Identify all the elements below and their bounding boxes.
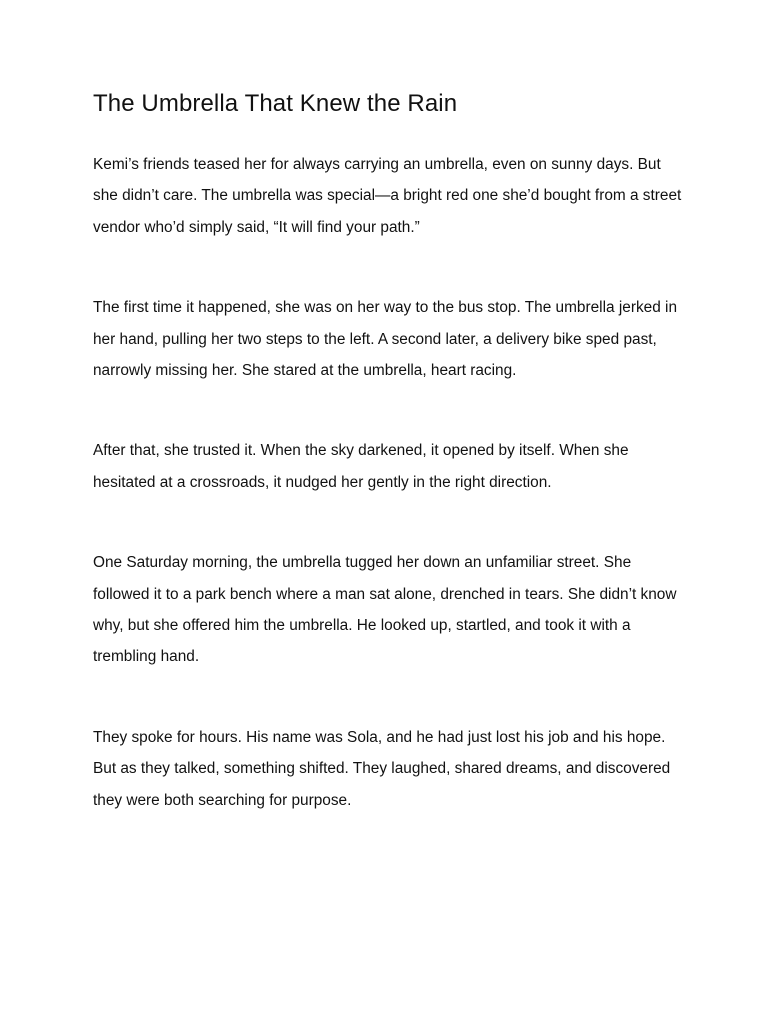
story-text	[93, 149, 683, 816]
paragraph-1: Kemi’s friends teased her for always carrying an umbrella, even on sunny days. But she didn’t care. The umbrella was special—a bright red one she’d bought from a street vendor who’d simply said, “It will find your path.”	[93, 156, 682, 236]
paragraph-5: They spoke for hours. His name was Sola, and he had just lost his job and his hope. But as they talked, something shifted. They laughed, shared dreams, and discovered they were both searching for purpose.	[93, 728, 671, 809]
paragraph-3: After that, she trusted it. When the sky darkened, it opened by itself. When she hesitated at a crossroads, it nudged her gently in the right direction.	[93, 442, 629, 491]
story-title: The Umbrella That Knew the Rain	[93, 90, 458, 117]
paragraph-2: The first time it happened, she was on her way to the bus stop. The umbrella jerked in her hand, pulling her two steps to the left. A second later, a delivery bike sped past, narrowly missing her. She stared at the umbrella, heart racing.	[93, 299, 678, 380]
document-body	[93, 88, 683, 816]
paragraph-4: One Saturday morning, the umbrella tugged her down an unfamiliar street. She followed it to a park bench where a man sat alone, drenched in tears. She didn’t know why, but she offered him the umbrella. He looked up, startled, and took it with a trembling hand.	[93, 554, 677, 666]
